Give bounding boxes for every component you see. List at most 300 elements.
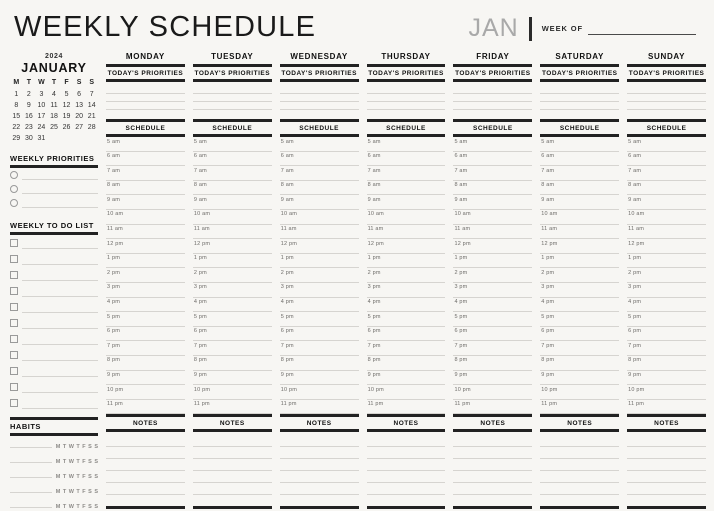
calendar-day[interactable]: 22: [12, 124, 21, 131]
habit-day-cell[interactable]: S: [94, 459, 98, 465]
todo-write-line[interactable]: [22, 280, 98, 281]
schedule-row[interactable]: [367, 312, 446, 327]
schedule-row[interactable]: [193, 195, 272, 210]
habit-write-line[interactable]: [10, 477, 52, 478]
schedule-row[interactable]: [453, 312, 532, 327]
schedule-row[interactable]: [280, 268, 359, 283]
calendar-day[interactable]: 2: [26, 91, 31, 98]
note-write-line[interactable]: [627, 470, 706, 471]
schedule-row[interactable]: [540, 283, 619, 298]
schedule-row[interactable]: [540, 268, 619, 283]
schedule-row[interactable]: [627, 283, 706, 298]
todo-write-line[interactable]: [22, 360, 98, 361]
sidebar: [10, 50, 98, 511]
todo-checkbox[interactable]: [10, 287, 18, 295]
habit-day-cell[interactable]: F: [82, 504, 86, 510]
schedule-row[interactable]: [280, 254, 359, 269]
schedule-row[interactable]: [193, 356, 272, 371]
note-write-line[interactable]: [193, 482, 272, 483]
schedule-row[interactable]: [540, 137, 619, 152]
schedule-row[interactable]: [193, 239, 272, 254]
habit-row: [10, 451, 98, 466]
schedule-row[interactable]: [280, 152, 359, 167]
priority-write-line[interactable]: [367, 101, 446, 102]
note-write-line[interactable]: [280, 446, 359, 447]
schedule-row[interactable]: [453, 225, 532, 240]
calendar-day[interactable]: 10: [37, 102, 46, 109]
todo-checkbox[interactable]: [10, 239, 18, 247]
todo-write-line[interactable]: [22, 408, 98, 409]
habit-day-cell[interactable]: T: [76, 489, 80, 495]
schedule-row[interactable]: [367, 181, 446, 196]
habit-day-cell[interactable]: S: [94, 444, 98, 450]
habit-day-cell[interactable]: T: [76, 459, 80, 465]
habit-day-cell[interactable]: M: [55, 489, 61, 495]
note-write-line[interactable]: [367, 470, 446, 471]
note-write-line[interactable]: [627, 458, 706, 459]
calendar-day[interactable]: 24: [37, 124, 46, 131]
calendar-day[interactable]: 31: [37, 135, 46, 142]
schedule-row[interactable]: [193, 385, 272, 400]
priority-write-line[interactable]: [453, 109, 532, 110]
schedule-row[interactable]: [627, 195, 706, 210]
priority-write-line[interactable]: [627, 101, 706, 102]
schedule-row[interactable]: [280, 283, 359, 298]
calendar-day[interactable]: 17: [37, 113, 46, 120]
rule: [106, 506, 185, 509]
todo-checkbox[interactable]: [10, 367, 18, 375]
schedule-row[interactable]: [193, 312, 272, 327]
todo-write-line[interactable]: [22, 296, 98, 297]
calendar-day[interactable]: 19: [62, 113, 71, 120]
schedule-row[interactable]: [453, 254, 532, 269]
priority-write-line[interactable]: [106, 109, 185, 110]
schedule-row[interactable]: [627, 356, 706, 371]
schedule-time-label: 6 am: [454, 153, 468, 160]
schedule-row[interactable]: [193, 254, 272, 269]
note-write-line[interactable]: [280, 482, 359, 483]
note-write-line[interactable]: [367, 482, 446, 483]
schedule-row[interactable]: [106, 283, 185, 298]
note-write-line[interactable]: [627, 446, 706, 447]
schedule-row[interactable]: [540, 327, 619, 342]
calendar-day[interactable]: 3: [39, 91, 44, 98]
schedule-row[interactable]: [453, 283, 532, 298]
note-write-line[interactable]: [627, 482, 706, 483]
week-of-input[interactable]: [588, 22, 696, 35]
calendar-day[interactable]: 25: [50, 124, 58, 131]
habit-day-cell[interactable]: T: [62, 489, 67, 495]
note-write-line[interactable]: [106, 482, 185, 483]
schedule-row[interactable]: [367, 239, 446, 254]
schedule-row[interactable]: [193, 400, 272, 415]
schedule-time-label: 4 pm: [193, 299, 207, 306]
schedule-row[interactable]: [280, 239, 359, 254]
priority-write-line[interactable]: [453, 93, 532, 94]
schedule-row[interactable]: [280, 385, 359, 400]
habit-day-cell[interactable]: T: [76, 474, 80, 480]
priority-write-line[interactable]: [453, 101, 532, 102]
note-write-line[interactable]: [453, 446, 532, 447]
schedule-row[interactable]: [453, 195, 532, 210]
calendar-day[interactable]: 12: [62, 102, 71, 109]
schedule-row[interactable]: [627, 225, 706, 240]
habit-day-cell[interactable]: W: [68, 444, 74, 450]
note-write-line[interactable]: [453, 458, 532, 459]
schedule-row[interactable]: [627, 239, 706, 254]
schedule-row[interactable]: [193, 371, 272, 386]
todo-checkbox[interactable]: [10, 255, 18, 263]
schedule-row[interactable]: [540, 341, 619, 356]
schedule-row[interactable]: [627, 400, 706, 415]
schedule-row[interactable]: [540, 152, 619, 167]
schedule-row[interactable]: [106, 210, 185, 225]
schedule-row[interactable]: [280, 298, 359, 313]
habit-day-cell[interactable]: W: [68, 489, 74, 495]
habit-day-cell[interactable]: T: [62, 444, 67, 450]
priority-checkbox[interactable]: [10, 199, 18, 207]
schedule-row[interactable]: [106, 137, 185, 152]
priority-write-line[interactable]: [540, 93, 619, 94]
note-write-line[interactable]: [453, 470, 532, 471]
habit-day-cell[interactable]: F: [82, 474, 86, 480]
schedule-row[interactable]: [627, 254, 706, 269]
calendar-day[interactable]: 8: [14, 102, 19, 109]
habit-day-cell[interactable]: S: [88, 489, 92, 495]
habit-day-cell[interactable]: W: [68, 504, 74, 510]
schedule-row[interactable]: [367, 137, 446, 152]
calendar-day[interactable]: 29: [12, 135, 21, 142]
todo-write-line[interactable]: [22, 248, 98, 249]
habit-write-line[interactable]: [10, 492, 52, 493]
schedule-row[interactable]: [367, 371, 446, 386]
schedule-row[interactable]: [106, 400, 185, 415]
schedule-row[interactable]: [540, 400, 619, 415]
schedule-row[interactable]: [367, 195, 446, 210]
habit-day-cell[interactable]: T: [62, 459, 67, 465]
todo-checkbox[interactable]: [10, 399, 18, 407]
schedule-row[interactable]: [193, 283, 272, 298]
todo-checkbox[interactable]: [10, 303, 18, 311]
schedule-row[interactable]: [453, 385, 532, 400]
schedule-row[interactable]: [193, 166, 272, 181]
todo-write-line[interactable]: [22, 264, 98, 265]
schedule-row[interactable]: [367, 400, 446, 415]
calendar-day[interactable]: 11: [50, 102, 58, 109]
schedule-row[interactable]: [193, 298, 272, 313]
schedule-time-label: 4 pm: [280, 299, 294, 306]
habit-day-cell[interactable]: T: [62, 474, 67, 480]
calendar-day[interactable]: 21: [87, 113, 96, 120]
todo-write-line[interactable]: [22, 312, 98, 313]
habit-day-cell[interactable]: M: [55, 474, 61, 480]
schedule-row[interactable]: [540, 385, 619, 400]
schedule-row[interactable]: [193, 341, 272, 356]
note-write-line[interactable]: [280, 494, 359, 495]
priority-write-line[interactable]: [280, 109, 359, 110]
priority-write-line[interactable]: [22, 179, 98, 180]
todo-checkbox[interactable]: [10, 271, 18, 279]
todo-checkbox[interactable]: [10, 319, 18, 327]
schedule-row[interactable]: [453, 268, 532, 283]
schedule-row[interactable]: [627, 181, 706, 196]
schedule-row[interactable]: [106, 268, 185, 283]
schedule-row[interactable]: [106, 195, 185, 210]
schedule-row[interactable]: [540, 312, 619, 327]
habit-day-cell[interactable]: S: [88, 474, 92, 480]
schedule-row[interactable]: [627, 166, 706, 181]
habit-day-cell[interactable]: F: [82, 444, 86, 450]
schedule-row[interactable]: [453, 341, 532, 356]
day-column-wednesday: [280, 50, 359, 509]
calendar-day[interactable]: 4: [52, 91, 56, 98]
note-write-line[interactable]: [453, 494, 532, 495]
schedule-row[interactable]: [453, 152, 532, 167]
schedule-row[interactable]: [367, 152, 446, 167]
schedule-row[interactable]: [540, 356, 619, 371]
priority-checkbox[interactable]: [10, 171, 18, 179]
calendar-day[interactable]: 26: [62, 124, 71, 131]
schedule-row[interactable]: [106, 298, 185, 313]
habit-day-cell[interactable]: S: [88, 444, 92, 450]
schedule-row[interactable]: [453, 400, 532, 415]
note-write-line[interactable]: [193, 470, 272, 471]
priority-write-line[interactable]: [193, 109, 272, 110]
note-write-line[interactable]: [106, 458, 185, 459]
priority-write-line[interactable]: [540, 109, 619, 110]
schedule-row[interactable]: [453, 210, 532, 225]
schedule-row[interactable]: [106, 341, 185, 356]
priority-write-line[interactable]: [106, 93, 185, 94]
priority-write-line[interactable]: [627, 93, 706, 94]
todo-write-line[interactable]: [22, 344, 98, 345]
calendar-day[interactable]: 5: [64, 91, 69, 98]
schedule-row[interactable]: [540, 298, 619, 313]
schedule-row[interactable]: [627, 385, 706, 400]
priority-write-line[interactable]: [367, 93, 446, 94]
schedule-row[interactable]: [106, 327, 185, 342]
schedule-row[interactable]: [367, 254, 446, 269]
schedule-row[interactable]: [280, 371, 359, 386]
note-write-line[interactable]: [627, 494, 706, 495]
schedule-row[interactable]: [280, 341, 359, 356]
priority-write-line[interactable]: [367, 109, 446, 110]
habit-day-cell[interactable]: F: [82, 489, 86, 495]
note-write-line[interactable]: [193, 446, 272, 447]
schedule-row[interactable]: [280, 400, 359, 415]
schedule-row[interactable]: [193, 181, 272, 196]
schedule-row[interactable]: [367, 341, 446, 356]
schedule-row[interactable]: [453, 181, 532, 196]
habit-day-cell[interactable]: M: [55, 504, 61, 510]
calendar-dow-1: T: [26, 79, 31, 86]
habit-day-cell[interactable]: T: [76, 444, 80, 450]
schedule-row[interactable]: [627, 152, 706, 167]
schedule-row[interactable]: [106, 181, 185, 196]
priority-write-line[interactable]: [22, 193, 98, 194]
todo-write-line[interactable]: [22, 376, 98, 377]
note-write-line[interactable]: [540, 470, 619, 471]
habit-day-cell[interactable]: S: [88, 459, 92, 465]
schedule-rows: [453, 137, 532, 414]
note-write-line[interactable]: [540, 482, 619, 483]
schedule-row[interactable]: [453, 239, 532, 254]
note-write-line[interactable]: [367, 494, 446, 495]
habit-day-cell[interactable]: T: [76, 504, 80, 510]
schedule-row[interactable]: [106, 254, 185, 269]
schedule-row[interactable]: [540, 225, 619, 240]
calendar-day[interactable]: 1: [14, 91, 19, 98]
schedule-row[interactable]: [367, 225, 446, 240]
priority-write-line[interactable]: [22, 207, 98, 208]
habit-day-cell[interactable]: W: [68, 459, 74, 465]
schedule-row[interactable]: [280, 137, 359, 152]
note-write-line[interactable]: [367, 458, 446, 459]
schedule-row[interactable]: [106, 166, 185, 181]
todo-checkbox[interactable]: [10, 335, 18, 343]
schedule-row[interactable]: [627, 298, 706, 313]
schedule-row[interactable]: [280, 356, 359, 371]
calendar-day[interactable]: 14: [87, 102, 96, 109]
note-write-line[interactable]: [453, 482, 532, 483]
note-write-line[interactable]: [280, 458, 359, 459]
schedule-row[interactable]: [453, 166, 532, 181]
habit-day-cell[interactable]: T: [62, 504, 67, 510]
schedule-row[interactable]: [367, 385, 446, 400]
schedule-row[interactable]: [106, 385, 185, 400]
habit-day-cell[interactable]: W: [68, 474, 74, 480]
habit-day-cell[interactable]: S: [88, 504, 92, 510]
note-write-line[interactable]: [540, 458, 619, 459]
priority-write-line[interactable]: [627, 109, 706, 110]
schedule-row[interactable]: [367, 327, 446, 342]
schedule-row[interactable]: [367, 283, 446, 298]
schedule-row[interactable]: [280, 312, 359, 327]
note-write-line[interactable]: [193, 458, 272, 459]
schedule-row[interactable]: [367, 268, 446, 283]
habit-day-cell[interactable]: S: [94, 474, 98, 480]
schedule-row[interactable]: [453, 137, 532, 152]
schedule-row[interactable]: [627, 210, 706, 225]
schedule-row[interactable]: [540, 254, 619, 269]
habits-title: HABITS: [10, 422, 41, 431]
note-write-line[interactable]: [106, 470, 185, 471]
schedule-row[interactable]: [106, 225, 185, 240]
priority-write-line[interactable]: [193, 93, 272, 94]
habit-day-cell[interactable]: F: [82, 459, 86, 465]
schedule-row[interactable]: [453, 356, 532, 371]
schedule-row[interactable]: [540, 371, 619, 386]
schedule-row[interactable]: [540, 210, 619, 225]
schedule-row[interactable]: [453, 327, 532, 342]
schedule-row[interactable]: [280, 166, 359, 181]
calendar-day[interactable]: 15: [12, 113, 21, 120]
schedule-row[interactable]: [367, 356, 446, 371]
calendar-day[interactable]: 18: [50, 113, 58, 120]
schedule-row[interactable]: [627, 327, 706, 342]
todo-write-line[interactable]: [22, 392, 98, 393]
schedule-row[interactable]: [193, 327, 272, 342]
schedule-row[interactable]: [193, 225, 272, 240]
priority-checkbox[interactable]: [10, 185, 18, 193]
schedule-row[interactable]: [106, 312, 185, 327]
schedule-row[interactable]: [540, 195, 619, 210]
schedule-row[interactable]: [280, 195, 359, 210]
calendar-day[interactable]: 7: [89, 91, 94, 98]
schedule-row[interactable]: [367, 210, 446, 225]
schedule-row[interactable]: [106, 152, 185, 167]
priority-write-line[interactable]: [106, 101, 185, 102]
schedule-write-line: [106, 413, 185, 414]
priority-write-line[interactable]: [280, 101, 359, 102]
schedule-row[interactable]: [367, 298, 446, 313]
calendar-day[interactable]: 28: [87, 124, 96, 131]
schedule-row[interactable]: [367, 166, 446, 181]
calendar-day[interactable]: 27: [75, 124, 84, 131]
schedule-row[interactable]: [280, 225, 359, 240]
schedule-row[interactable]: [193, 152, 272, 167]
schedule-row[interactable]: [106, 371, 185, 386]
schedule-row[interactable]: [453, 371, 532, 386]
note-write-line[interactable]: [540, 494, 619, 495]
schedule-row[interactable]: [280, 210, 359, 225]
priority-write-line[interactable]: [540, 101, 619, 102]
habit-day-cell[interactable]: M: [55, 444, 61, 450]
schedule-row[interactable]: [627, 341, 706, 356]
schedule-row[interactable]: [193, 210, 272, 225]
schedule-row[interactable]: [540, 181, 619, 196]
schedule-row[interactable]: [627, 137, 706, 152]
habit-write-line[interactable]: [10, 507, 52, 508]
schedule-row[interactable]: [280, 327, 359, 342]
calendar-day[interactable]: 13: [75, 102, 84, 109]
note-write-line[interactable]: [193, 494, 272, 495]
note-write-line[interactable]: [540, 446, 619, 447]
schedule-row[interactable]: [627, 312, 706, 327]
habit-day-cell[interactable]: S: [94, 504, 98, 510]
habit-write-line[interactable]: [10, 447, 52, 448]
note-write-line[interactable]: [106, 494, 185, 495]
schedule-row[interactable]: [280, 181, 359, 196]
calendar-day[interactable]: 6: [77, 91, 82, 98]
calendar-day[interactable]: 9: [26, 102, 31, 109]
schedule-row[interactable]: [540, 239, 619, 254]
priority-write-line[interactable]: [193, 101, 272, 102]
habit-day-cell[interactable]: M: [55, 459, 61, 465]
note-write-line[interactable]: [280, 470, 359, 471]
note-write-line[interactable]: [367, 446, 446, 447]
habit-day-cell[interactable]: S: [94, 489, 98, 495]
todo-checkbox[interactable]: [10, 383, 18, 391]
calendar-day[interactable]: 20: [75, 113, 84, 120]
todo-checkbox[interactable]: [10, 351, 18, 359]
schedule-row[interactable]: [627, 268, 706, 283]
note-write-line[interactable]: [106, 446, 185, 447]
schedule-row[interactable]: [193, 137, 272, 152]
calendar-day[interactable]: 30: [24, 135, 33, 142]
habit-write-line[interactable]: [10, 462, 52, 463]
calendar-day[interactable]: 16: [24, 113, 33, 120]
schedule-row[interactable]: [193, 268, 272, 283]
calendar-day[interactable]: 23: [24, 124, 33, 131]
priority-write-line[interactable]: [280, 93, 359, 94]
schedule-row[interactable]: [453, 298, 532, 313]
schedule-row[interactable]: [106, 239, 185, 254]
schedule-row[interactable]: [627, 371, 706, 386]
todo-write-line[interactable]: [22, 328, 98, 329]
schedule-row[interactable]: [540, 166, 619, 181]
schedule-row[interactable]: [106, 356, 185, 371]
